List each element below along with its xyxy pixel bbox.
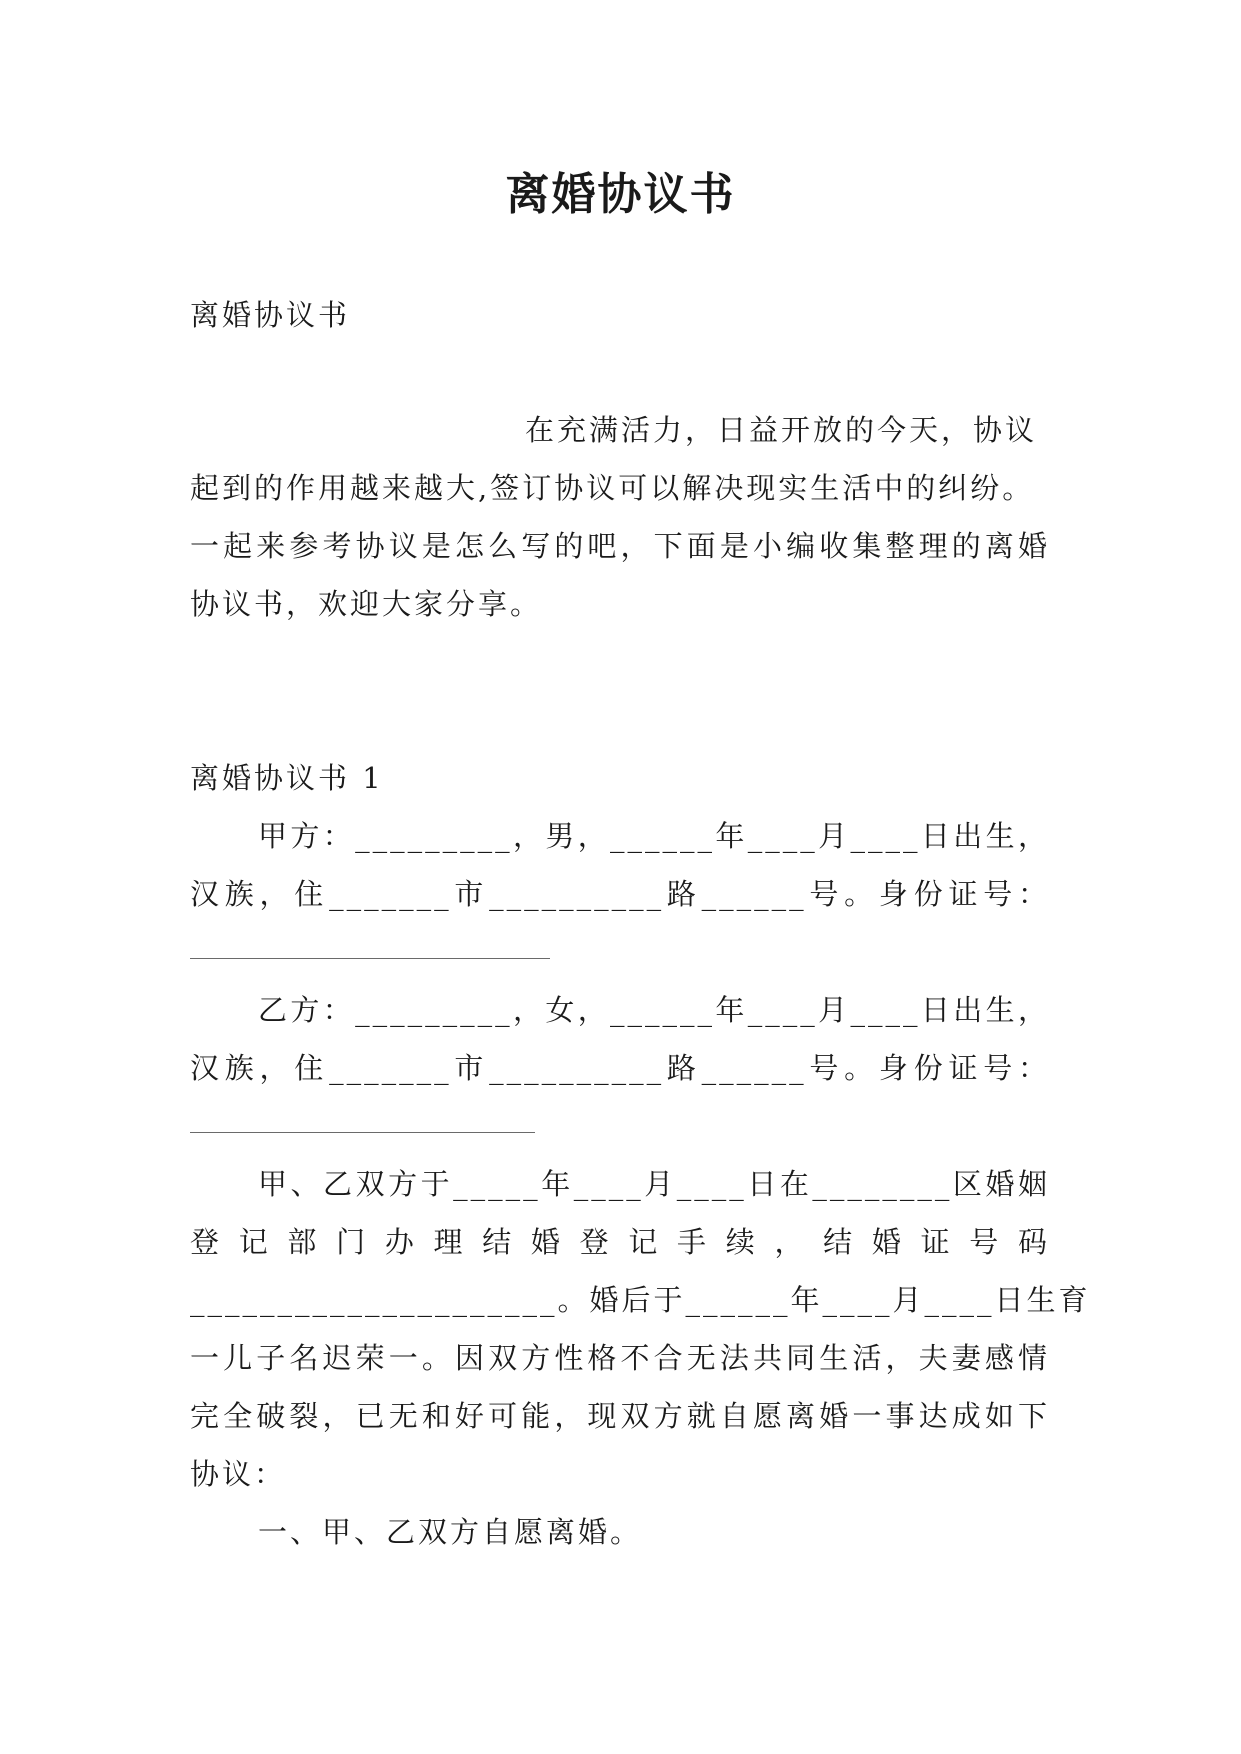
marriage-line-5: 完全破裂，已无和好可能，现双方就自愿离婚一事达成如下 <box>190 1399 1050 1433</box>
party-a-line-2: 汉族，住_______市__________路______号。身份证号： <box>190 877 1050 911</box>
intro-line-1: 在充满活力，日益开放的今天，协议 <box>525 413 1038 447</box>
intro-line-3: 一起来参考协议是怎么写的吧，下面是小编收集整理的离婚 <box>190 529 1050 563</box>
marriage-line-6: 协议： <box>190 1457 287 1491</box>
party-a-id-blank <box>190 958 550 959</box>
party-b-line-2: 汉族，住_______市__________路______号。身份证号： <box>190 1051 1050 1085</box>
intro-line-2: 起到的作用越来越大,签订协议可以解决现实生活中的纠纷。 <box>190 471 1035 505</box>
document-subtitle: 离婚协议书 <box>190 298 351 332</box>
party-b-line-1: 乙方：_________，女，______年____月____日出生， <box>258 993 1050 1027</box>
marriage-line-4: 一儿子名迟荣一。因双方性格不合无法共同生活，夫妻感情 <box>190 1341 1050 1375</box>
party-a-line-1: 甲方：_________，男，______年____月____日出生， <box>258 819 1050 853</box>
section-heading: 离婚协议书 1 <box>190 761 384 795</box>
marriage-line-1: 甲、乙双方于_____年____月____日在________区婚姻 <box>258 1167 1050 1201</box>
document-title: 离婚协议书 <box>505 169 736 220</box>
party-b-id-blank <box>190 1132 535 1133</box>
intro-line-4: 协议书，欢迎大家分享。 <box>190 587 543 621</box>
clause-1: 一、甲、乙双方自愿离婚。 <box>258 1515 643 1549</box>
marriage-line-3: _____________________。婚后于______年____月____日生育 <box>190 1283 1091 1317</box>
marriage-line-2: 登记部门办理结婚登记手续，结婚证号码 <box>190 1225 1050 1259</box>
